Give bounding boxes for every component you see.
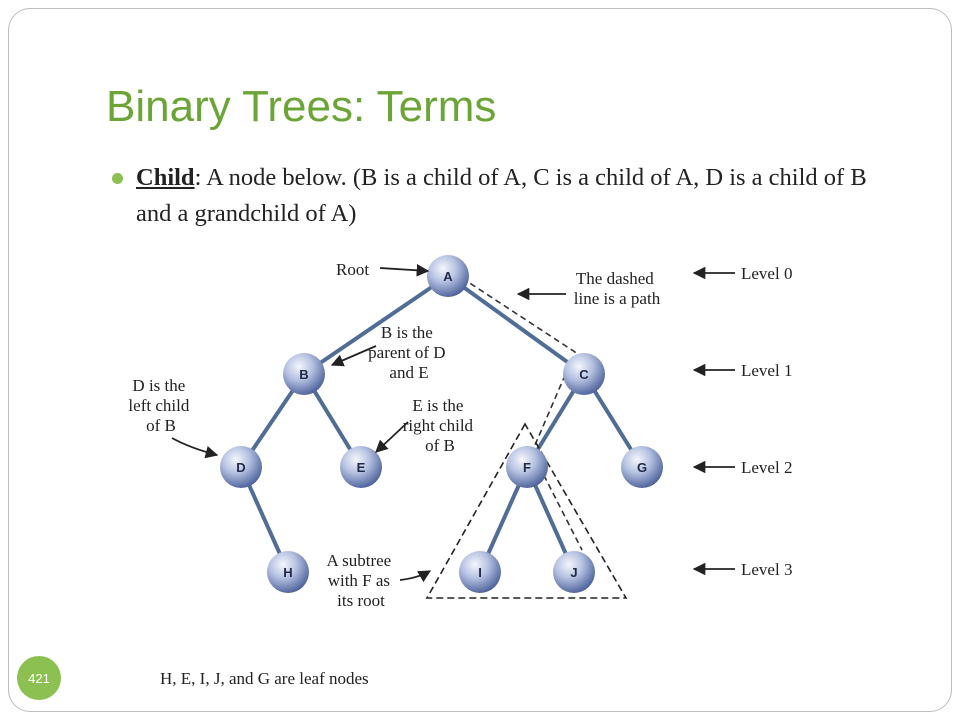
label-right-child	[403, 396, 478, 455]
slide-title: Binary Trees: Terms	[106, 82, 497, 131]
node-label-e: E	[356, 460, 366, 475]
node-h	[267, 551, 309, 593]
label-left-child-line3: of B	[146, 416, 176, 435]
node-e	[340, 446, 382, 488]
node-label-h: H	[283, 565, 293, 580]
label-dashed-path-line2: line is a path	[573, 289, 661, 308]
label-left-child-line1: D is the	[132, 376, 186, 395]
arrow-root	[380, 268, 428, 271]
node-label-b: B	[299, 367, 309, 382]
label-dashed-path-line1: The dashed	[575, 269, 654, 288]
arrow-subtree	[400, 571, 430, 580]
label-parent-line3: and E	[389, 363, 429, 382]
label-subtree-line1: A subtree	[326, 551, 392, 570]
node-c	[563, 353, 605, 395]
label-left-child	[128, 376, 193, 435]
node-label-d: D	[236, 460, 246, 475]
node-j	[553, 551, 595, 593]
label-leaf-nodes: H, E, I, J, and G are leaf nodes	[160, 669, 369, 688]
node-label-c: C	[579, 367, 589, 382]
label-level-0: Level 0	[741, 264, 793, 283]
label-subtree-line2: with F as	[327, 571, 391, 590]
label-root: Root	[336, 260, 370, 279]
label-parent	[368, 323, 450, 382]
node-label-f: F	[523, 460, 531, 475]
label-parent-line1: B is the	[380, 323, 433, 342]
label-left-child-line2: left child	[128, 396, 190, 415]
label-subtree	[327, 551, 396, 610]
node-d	[220, 446, 262, 488]
label-level-3: Level 3	[741, 560, 793, 579]
edge-a-c	[448, 276, 584, 374]
label-right-child-line2: right child	[402, 416, 474, 435]
label-subtree-line3: its root	[337, 591, 385, 610]
node-label-i: I	[478, 565, 482, 580]
label-right-child-line3: of B	[425, 436, 455, 455]
label-right-child-line1: E is the	[412, 396, 464, 415]
term-definition: : A node below. (B is a child of A, C is a child of A, D is a child of B and a grandchild of A)	[136, 164, 867, 227]
label-level-1: Level 1	[741, 361, 793, 380]
node-a	[427, 255, 469, 297]
label-level-2: Level 2	[741, 458, 793, 477]
node-i	[459, 551, 501, 593]
node-label-g: G	[636, 460, 648, 475]
label-dashed-path	[574, 269, 661, 308]
node-label-a: A	[443, 269, 453, 284]
node-f	[506, 446, 548, 488]
node-b	[283, 353, 325, 395]
node-g	[621, 446, 663, 488]
label-parent-line2: parent of D	[368, 343, 446, 362]
page-number-badge: 421	[17, 656, 61, 700]
node-label-j: J	[570, 565, 578, 580]
arrow-left-child	[172, 438, 217, 455]
term-child: Child	[136, 164, 195, 191]
dashed-path-line	[462, 278, 582, 550]
